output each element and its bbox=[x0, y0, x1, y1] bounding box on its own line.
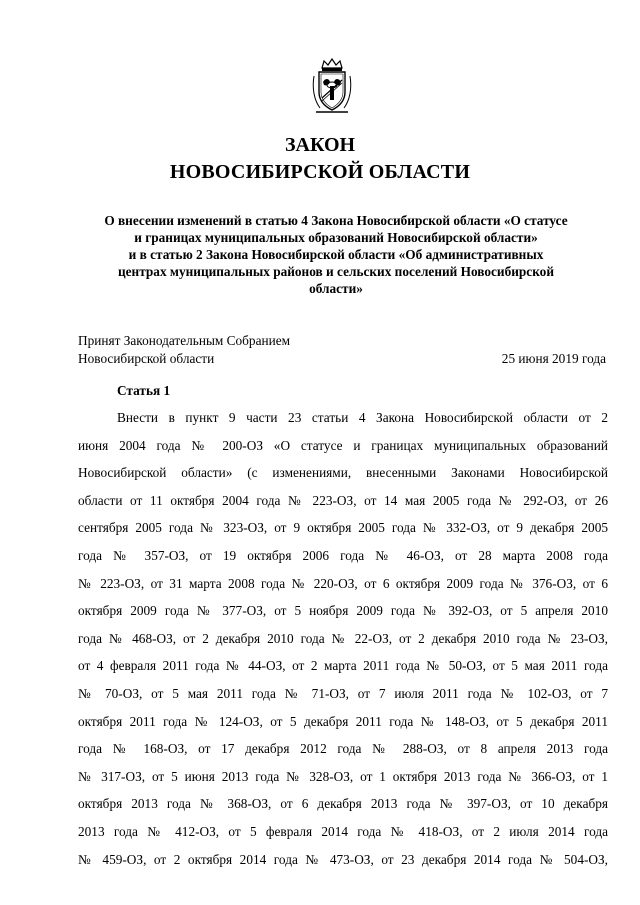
article-line: № 223-ОЗ, от 31 марта 2008 года № 220-ОЗ, от 6 октября 2009 года № 376-ОЗ, от 6 bbox=[78, 575, 608, 591]
article-line: сентября 2005 года № 323-ОЗ, от 9 октября 2005 года № 332-ОЗ, от 9 декабря 2005 bbox=[78, 520, 608, 536]
adoption-line: Новосибирской области bbox=[78, 351, 215, 366]
adoption-block bbox=[78, 332, 606, 368]
subtitle-line: О внесении изменений в статью 4 Закона Новосибирской области «О статусе bbox=[104, 213, 568, 228]
subtitle-line: и в статью 2 Закона Новосибирской области «Об административных bbox=[128, 247, 544, 262]
adoption-date: 25 июня 2019 года bbox=[501, 351, 606, 366]
article-line: № 317-ОЗ, от 5 июня 2013 года № 328-ОЗ, от 1 октября 2013 года № 366-ОЗ, от 1 bbox=[78, 768, 608, 784]
article-line: года № 168-ОЗ, от 17 декабря 2012 года № 288-ОЗ, от 8 апреля 2013 года bbox=[78, 741, 608, 757]
law-region-title: НОВОСИБИРСКОЙ ОБЛАСТИ bbox=[169, 161, 471, 183]
article-line: июня 2004 года № 200-ОЗ «О статусе и границах муниципальных образований bbox=[78, 437, 608, 453]
article-line: Внести в пункт 9 части 23 статьи 4 Закона Новосибирской области от 2 bbox=[117, 410, 608, 425]
subtitle-line: центрах муниципальных районов и сельских поселений Новосибирской bbox=[117, 264, 554, 279]
adoption-row bbox=[78, 350, 606, 368]
article-line: октября 2013 года № 368-ОЗ, от 6 декабря 2013 года № 397-ОЗ, от 10 декабря bbox=[78, 796, 608, 812]
article-body bbox=[78, 404, 608, 873]
subtitle-line: и границах муниципальных образований Новосибирской области» bbox=[134, 230, 538, 245]
article-line: № 70-ОЗ, от 5 мая 2011 года № 71-ОЗ, от 7 июля 2011 года № 102-ОЗ, от 7 bbox=[78, 685, 608, 701]
adoption-line: Принят Законодательным Собранием bbox=[78, 333, 291, 348]
article-line: октября 2011 года № 124-ОЗ, от 5 декабря 2011 года № 148-ОЗ, от 5 декабря 2011 bbox=[78, 713, 608, 729]
article-line: октября 2009 года № 377-ОЗ, от 5 ноября 2009 года № 392-ОЗ, от 5 апреля 2010 bbox=[78, 603, 608, 619]
law-subtitle bbox=[76, 212, 596, 297]
article-line: Новосибирской области» (с изменениями, внесенными Законами Новосибирской bbox=[78, 465, 608, 481]
subtitle-line: области» bbox=[309, 281, 363, 296]
article-line: № 459-ОЗ, от 2 октября 2014 года № 473-ОЗ, от 23 декабря 2014 года № 504-ОЗ, bbox=[78, 851, 608, 867]
coat-of-arms-icon bbox=[310, 58, 354, 114]
article-line: года № 468-ОЗ, от 2 декабря 2010 года № 22-ОЗ, от 2 декабря 2010 года № 23-ОЗ, bbox=[78, 630, 608, 646]
article-line: года № 357-ОЗ, от 19 октября 2006 года № 46-ОЗ, от 28 марта 2008 года bbox=[78, 547, 608, 563]
article-line: от 4 февраля 2011 года № 44-ОЗ, от 2 марта 2011 года № 50-ОЗ, от 5 мая 2011 года bbox=[78, 658, 608, 674]
article-line: области от 11 октября 2004 года № 223-ОЗ, от 14 мая 2005 года № 292-ОЗ, от 26 bbox=[78, 492, 608, 508]
article-line: 2013 года № 412-ОЗ, от 5 февраля 2014 года № 418-ОЗ, от 2 июля 2014 года bbox=[78, 823, 608, 839]
article-heading: Статья 1 bbox=[117, 383, 171, 398]
law-title: ЗАКОН bbox=[284, 134, 356, 156]
